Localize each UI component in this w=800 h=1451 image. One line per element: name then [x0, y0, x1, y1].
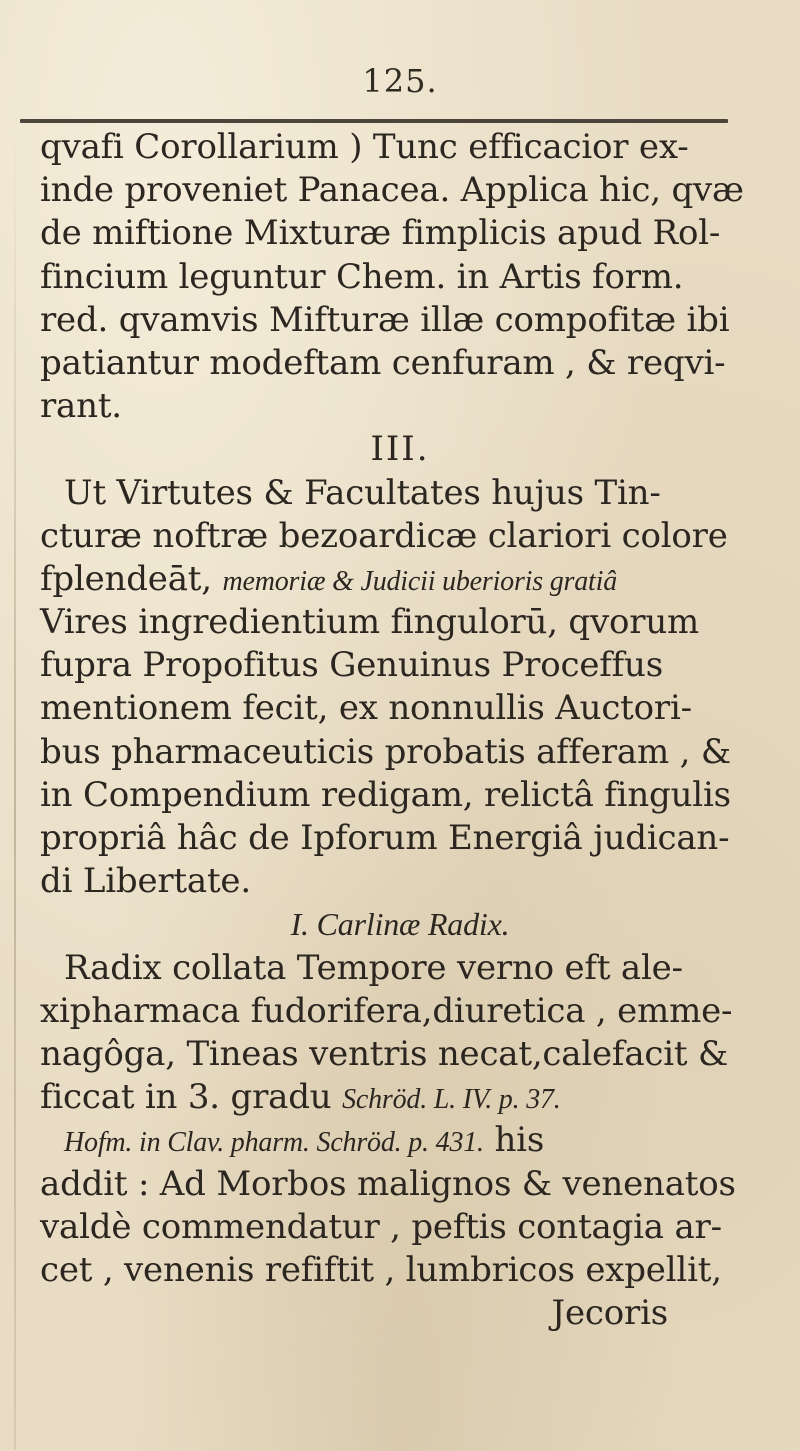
text-line: bus pharmaceuticis probatis afferam , & [40, 731, 731, 772]
text-line: valdè commendatur , peftis contagia ar- [40, 1206, 722, 1247]
text-italic: memoriæ & Judicii uberioris gratiâ [222, 565, 618, 597]
text-line: cturæ noftræ bezoardicæ clariori colore [40, 515, 728, 556]
text-line: inde proveniet Panacea. Applica hic, qvæ [40, 170, 744, 211]
catchword: Jecoris [551, 1293, 668, 1334]
text-line: in Compendium redigam, relictâ fingulis [40, 774, 731, 815]
text-roman: ficcat in 3. gradu [40, 1077, 332, 1118]
text-line: addit : Ad Morbos malignos & venenatos [40, 1163, 736, 1204]
text-italic: Hofm. in Clav. pharm. Schröd. p. 431. [64, 1127, 484, 1159]
text-line: qvafi Corollarium ) Tunc efficacior ex- [40, 127, 689, 167]
text-line: Vires ingredientium fingulorū, qvorum [40, 602, 700, 643]
text-line: red. qvamvis Mifturæ illæ compofitæ ibi [40, 299, 730, 340]
text-line: fupra Propofitus Genuinus Proceffus [40, 645, 663, 686]
text-line: propriâ hâc de Ipforum Energiâ judican- [40, 818, 730, 858]
text-line: rant. [40, 386, 122, 427]
page-gutter-shadow [14, 120, 16, 1450]
text-line: Ut Virtutes & Facultates hujus Tin- [64, 472, 661, 513]
text-line: xipharmaca fudorifera,diuretica , emme- [40, 990, 733, 1031]
page-number: 125. [362, 62, 438, 100]
text-line: mentionem fecit, ex nonnullis Auctori- [40, 688, 692, 729]
text-line: di Libertate. [40, 861, 251, 902]
text-line: de miftione Mixturæ fimplicis apud Rol- [40, 213, 721, 254]
text-italic: Schröd. L. IV. p. 37. [342, 1084, 561, 1116]
text-line: fincium leguntur Chem. in Artis form. [40, 256, 684, 297]
subsection-heading: I. Carlinæ Radix. [290, 906, 510, 943]
header-rule [20, 119, 728, 123]
text-roman: his [494, 1120, 545, 1161]
text-line: cet , venenis refiftit , lumbricos expellit, [40, 1249, 722, 1290]
text-line: nagôga, Tineas ventris necat,calefacit & [40, 1033, 729, 1074]
text-line: patiantur modeftam cenfuram , & reqvi- [40, 342, 726, 383]
text-line-mixed [40, 1076, 760, 1119]
text-line-mixed [40, 558, 760, 601]
text-line: Radix collata Tempore verno eft ale- [64, 947, 683, 988]
text-line-mixed [40, 1119, 760, 1162]
section-heading: III. [370, 429, 430, 470]
body-text [40, 126, 760, 1335]
text-roman: fplendeāt, [40, 558, 212, 599]
